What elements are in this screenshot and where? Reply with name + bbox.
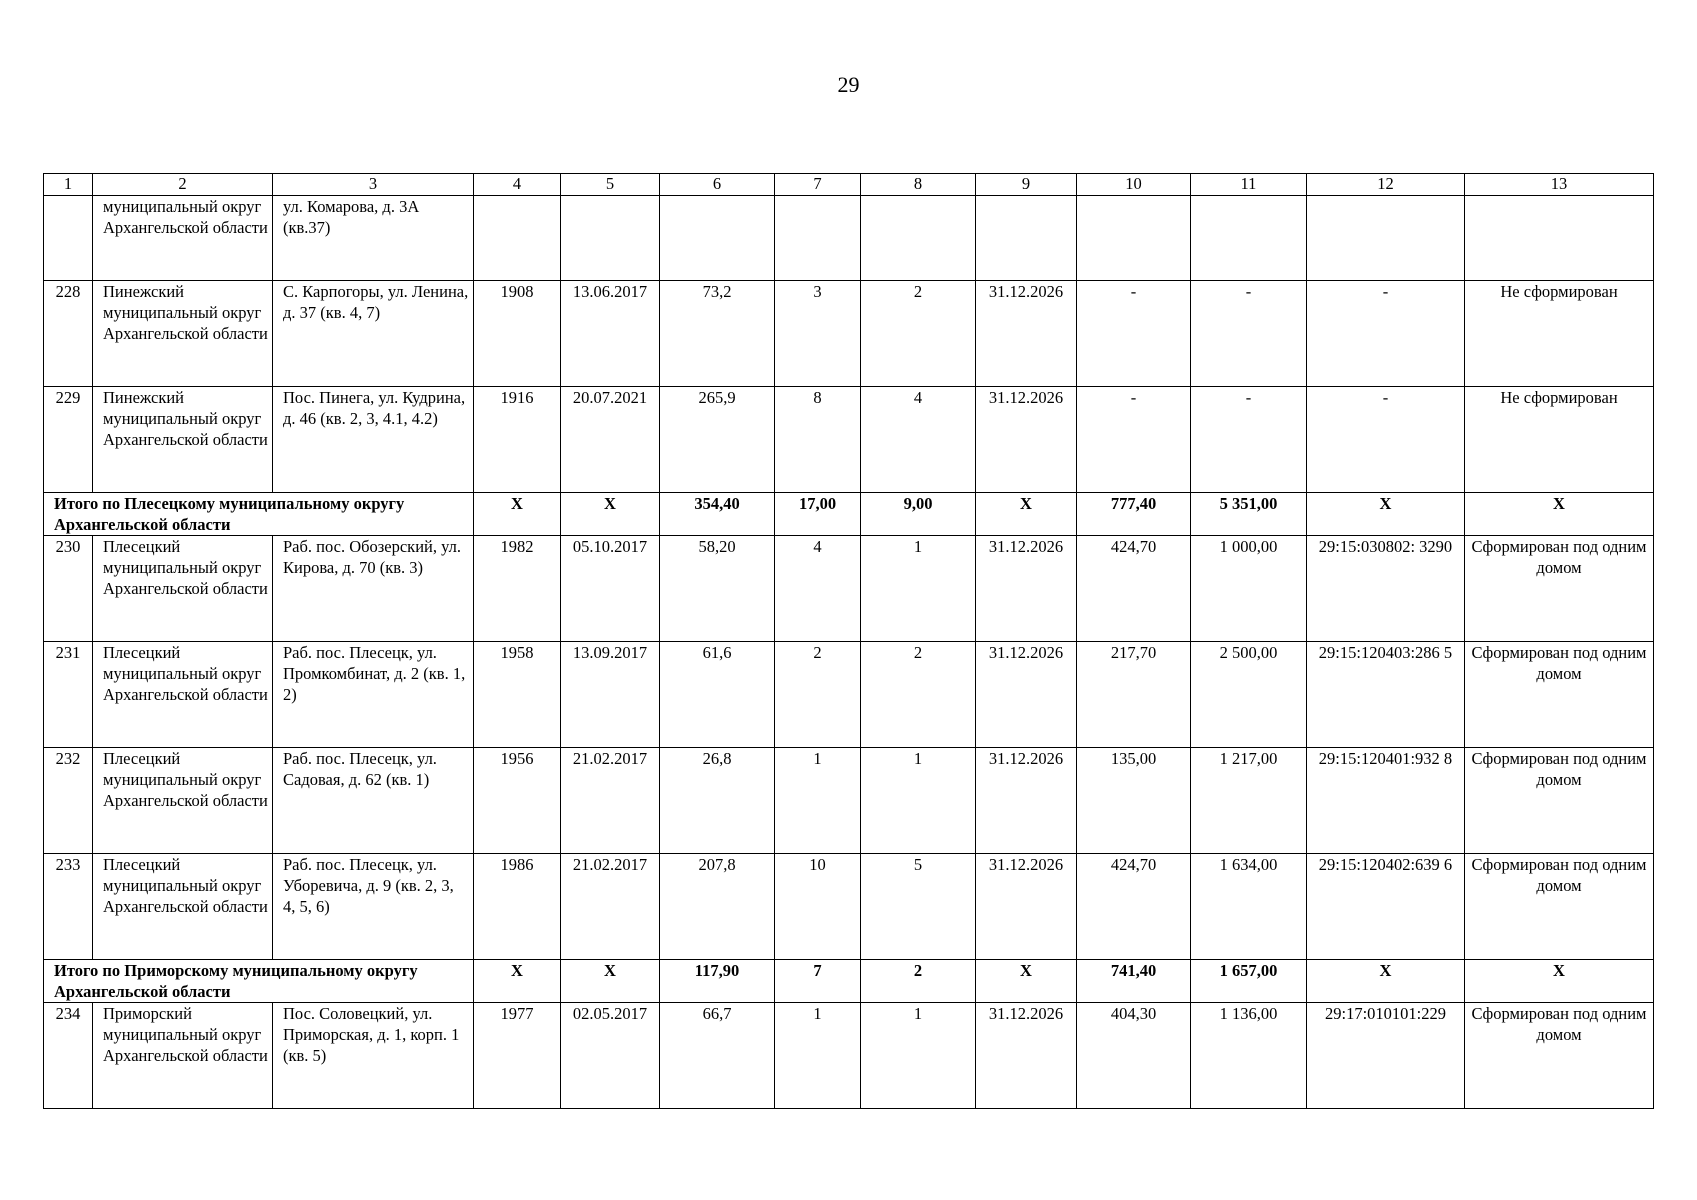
cell-col-4 [474, 196, 561, 281]
total-col-8: 9,00 [861, 493, 976, 536]
cell-col-11: 1 000,00 [1191, 536, 1307, 642]
cell-col-13: Не сформирован [1465, 387, 1654, 493]
total-row-plesetsk [44, 493, 1654, 536]
cell-col-11 [1191, 196, 1307, 281]
total-col-6: 354,40 [660, 493, 775, 536]
cell-col-13: Сформирован под одним домом [1465, 854, 1654, 960]
column-number-12: 12 [1307, 174, 1465, 196]
cell-col-9: 31.12.2026 [976, 281, 1077, 387]
total-col-13: Х [1465, 493, 1654, 536]
column-number-4: 4 [474, 174, 561, 196]
cell-col-3: Раб. пос. Плесецк, ул. Садовая, д. 62 (кв. 1) [273, 748, 474, 854]
cell-col-9: 31.12.2026 [976, 387, 1077, 493]
total-col-5: Х [561, 960, 660, 1003]
cell-col-3: Раб. пос. Плесецк, ул. Уборевича, д. 9 (кв. 2, 3, 4, 5, 6) [273, 854, 474, 960]
cell-col-3: ул. Комарова, д. 3А (кв.37) [273, 196, 474, 281]
cell-col-4: 1982 [474, 536, 561, 642]
total-col-11: 5 351,00 [1191, 493, 1307, 536]
column-number-7: 7 [775, 174, 861, 196]
cell-col-2: Плесецкий муниципальный округ Архангельской области [93, 536, 273, 642]
cell-col-7: 4 [775, 536, 861, 642]
cell-col-10: - [1077, 387, 1191, 493]
cell-col-6: 73,2 [660, 281, 775, 387]
total-col-6: 117,90 [660, 960, 775, 1003]
cell-col-9: 31.12.2026 [976, 1003, 1077, 1109]
total-col-10: 741,40 [1077, 960, 1191, 1003]
total-col-11: 1 657,00 [1191, 960, 1307, 1003]
cell-col-13: Сформирован под одним домом [1465, 642, 1654, 748]
cell-col-2: Приморский муниципальный округ Архангельской области [93, 1003, 273, 1109]
cell-col-8: 1 [861, 1003, 976, 1109]
cell-col-3: Раб. пос. Обозерский, ул. Кирова, д. 70 (кв. 3) [273, 536, 474, 642]
total-col-9: Х [976, 960, 1077, 1003]
column-number-header [44, 174, 1654, 196]
cell-col-5: 13.06.2017 [561, 281, 660, 387]
cell-col-10: 424,70 [1077, 854, 1191, 960]
total-col-4: Х [474, 493, 561, 536]
cell-col-4: 1986 [474, 854, 561, 960]
total-label: Итого по Плесецкому муниципальному округу Архангельской области [44, 493, 474, 536]
cell-col-6: 58,20 [660, 536, 775, 642]
column-number-1: 1 [44, 174, 93, 196]
table-row [44, 536, 1654, 642]
column-number-6: 6 [660, 174, 775, 196]
column-number-2: 2 [93, 174, 273, 196]
cell-col-13: Не сформирован [1465, 281, 1654, 387]
cell-col-7: 1 [775, 1003, 861, 1109]
cell-col-2: Пинежский муниципальный округ Архангельской области [93, 281, 273, 387]
total-col-4: Х [474, 960, 561, 1003]
cell-col-12: - [1307, 281, 1465, 387]
cell-col-12: 29:15:030802: 3290 [1307, 536, 1465, 642]
cell-col-12 [1307, 196, 1465, 281]
cell-col-1: 228 [44, 281, 93, 387]
cell-col-4: 1908 [474, 281, 561, 387]
total-col-9: Х [976, 493, 1077, 536]
cell-col-13: Сформирован под одним домом [1465, 536, 1654, 642]
cell-col-9: 31.12.2026 [976, 536, 1077, 642]
total-col-12: Х [1307, 960, 1465, 1003]
cell-col-13: Сформирован под одним домом [1465, 748, 1654, 854]
cell-col-6: 26,8 [660, 748, 775, 854]
table-row [44, 854, 1654, 960]
total-col-7: 17,00 [775, 493, 861, 536]
cell-col-11: 2 500,00 [1191, 642, 1307, 748]
cell-col-6: 207,8 [660, 854, 775, 960]
cell-col-9: 31.12.2026 [976, 748, 1077, 854]
column-number-5: 5 [561, 174, 660, 196]
page-number: 29 [837, 72, 860, 97]
cell-col-4: 1916 [474, 387, 561, 493]
column-number-8: 8 [861, 174, 976, 196]
cell-col-2: Плесецкий муниципальный округ Архангельской области [93, 642, 273, 748]
cell-col-7: 1 [775, 748, 861, 854]
cell-col-4: 1977 [474, 1003, 561, 1109]
table-row [44, 281, 1654, 387]
cell-col-3: С. Карпогоры, ул. Ленина, д. 37 (кв. 4, 7) [273, 281, 474, 387]
cell-col-6: 61,6 [660, 642, 775, 748]
cell-col-3: Пос. Соловецкий, ул. Приморская, д. 1, корп. 1 (кв. 5) [273, 1003, 474, 1109]
cell-col-1 [44, 196, 93, 281]
cell-col-10: 404,30 [1077, 1003, 1191, 1109]
cell-col-11: 1 136,00 [1191, 1003, 1307, 1109]
cell-col-10: 217,70 [1077, 642, 1191, 748]
cell-col-1: 233 [44, 854, 93, 960]
column-number-3: 3 [273, 174, 474, 196]
cell-col-2: муниципальный округ Архангельской области [93, 196, 273, 281]
cell-col-6 [660, 196, 775, 281]
table-row [44, 1003, 1654, 1109]
cell-col-11: - [1191, 387, 1307, 493]
cell-col-1: 232 [44, 748, 93, 854]
cell-col-11: 1 217,00 [1191, 748, 1307, 854]
cell-col-1: 230 [44, 536, 93, 642]
cell-col-8: 5 [861, 854, 976, 960]
column-number-11: 11 [1191, 174, 1307, 196]
cell-col-6: 265,9 [660, 387, 775, 493]
total-col-12: Х [1307, 493, 1465, 536]
total-col-8: 2 [861, 960, 976, 1003]
total-col-5: Х [561, 493, 660, 536]
cell-col-12: 29:15:120403:286 5 [1307, 642, 1465, 748]
column-number-10: 10 [1077, 174, 1191, 196]
cell-col-10 [1077, 196, 1191, 281]
cell-col-2: Плесецкий муниципальный округ Архангельской области [93, 748, 273, 854]
cell-col-5: 02.05.2017 [561, 1003, 660, 1109]
cell-col-13: Сформирован под одним домом [1465, 1003, 1654, 1109]
table-row [44, 196, 1654, 281]
cell-col-12: 29:17:010101:229 [1307, 1003, 1465, 1109]
cell-col-7: 8 [775, 387, 861, 493]
header-row [44, 174, 1654, 196]
cell-col-5: 21.02.2017 [561, 854, 660, 960]
column-number-13: 13 [1465, 174, 1654, 196]
cell-col-5 [561, 196, 660, 281]
cell-col-8 [861, 196, 976, 281]
cell-col-2: Плесецкий муниципальный округ Архангельской области [93, 854, 273, 960]
cell-col-8: 2 [861, 281, 976, 387]
cell-col-1: 231 [44, 642, 93, 748]
total-row-primorsky [44, 960, 1654, 1003]
cell-col-12: 29:15:120401:932 8 [1307, 748, 1465, 854]
cell-col-9: 31.12.2026 [976, 642, 1077, 748]
housing-register-table [43, 173, 1654, 1109]
cell-col-7 [775, 196, 861, 281]
total-col-7: 7 [775, 960, 861, 1003]
cell-col-1: 229 [44, 387, 93, 493]
cell-col-8: 1 [861, 536, 976, 642]
cell-col-5: 20.07.2021 [561, 387, 660, 493]
cell-col-9: 31.12.2026 [976, 854, 1077, 960]
cell-col-8: 2 [861, 642, 976, 748]
column-number-9: 9 [976, 174, 1077, 196]
cell-col-12: 29:15:120402:639 6 [1307, 854, 1465, 960]
cell-col-3: Пос. Пинега, ул. Кудрина, д. 46 (кв. 2, 3, 4.1, 4.2) [273, 387, 474, 493]
cell-col-11: 1 634,00 [1191, 854, 1307, 960]
cell-col-10: 424,70 [1077, 536, 1191, 642]
cell-col-9 [976, 196, 1077, 281]
cell-col-13 [1465, 196, 1654, 281]
table-body [44, 196, 1654, 1109]
cell-col-8: 4 [861, 387, 976, 493]
cell-col-11: - [1191, 281, 1307, 387]
table-row [44, 748, 1654, 854]
cell-col-12: - [1307, 387, 1465, 493]
cell-col-5: 05.10.2017 [561, 536, 660, 642]
cell-col-7: 3 [775, 281, 861, 387]
cell-col-4: 1956 [474, 748, 561, 854]
cell-col-8: 1 [861, 748, 976, 854]
table-row [44, 642, 1654, 748]
total-label: Итого по Приморскому муниципальному округу Архангельской области [44, 960, 474, 1003]
table-row [44, 387, 1654, 493]
cell-col-4: 1958 [474, 642, 561, 748]
cell-col-10: 135,00 [1077, 748, 1191, 854]
cell-col-5: 21.02.2017 [561, 748, 660, 854]
cell-col-7: 10 [775, 854, 861, 960]
total-col-13: Х [1465, 960, 1654, 1003]
cell-col-1: 234 [44, 1003, 93, 1109]
cell-col-2: Пинежский муниципальный округ Архангельской области [93, 387, 273, 493]
total-col-10: 777,40 [1077, 493, 1191, 536]
cell-col-7: 2 [775, 642, 861, 748]
cell-col-10: - [1077, 281, 1191, 387]
cell-col-6: 66,7 [660, 1003, 775, 1109]
cell-col-5: 13.09.2017 [561, 642, 660, 748]
cell-col-3: Раб. пос. Плесецк, ул. Промкомбинат, д. 2 (кв. 1, 2) [273, 642, 474, 748]
